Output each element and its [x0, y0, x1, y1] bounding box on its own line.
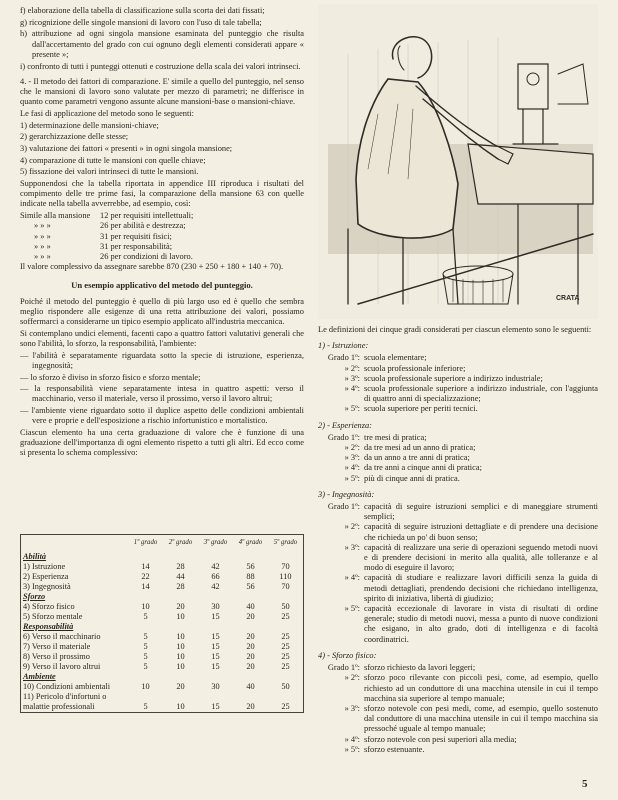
- grade-text: sforzo richiesto da lavori leggeri;: [364, 663, 476, 673]
- grade-text: capacità di seguire istruzioni semplici e di maneggiare strumenti semplici;: [364, 502, 598, 522]
- intro-item-h: h) attribuzione ad ogni singola mansione esaminata del punteggio che risulta dall'accertamento del grado con cui ognuno degli elementi considerati appare « presente »;: [20, 29, 304, 59]
- table-cell: 30: [211, 682, 220, 691]
- phases-list: [20, 121, 304, 178]
- row-label: 6) Verso il macchinario: [23, 632, 101, 641]
- table-cell: 10: [176, 702, 185, 711]
- phase-item: 4) comparazione di tutte le mansioni con quelle chiave;: [20, 155, 206, 165]
- table-cell: 15: [211, 702, 220, 711]
- grade-definition: [318, 663, 598, 673]
- row-label: 2) Esperienza: [23, 572, 69, 581]
- table-section-header: [21, 672, 304, 682]
- table-cell: 28: [176, 562, 185, 571]
- grade-label: » 3º:: [344, 373, 360, 383]
- table-cell: 20: [246, 662, 255, 671]
- table-cell: 10: [176, 632, 185, 641]
- table-cell: 42: [211, 582, 220, 591]
- grade-label: Grado 1º:: [327, 353, 360, 363]
- table-cell: 10: [176, 652, 185, 661]
- grade-label: » 3º:: [344, 542, 360, 552]
- definitions-intro: Le definizioni dei cinque gradi considerati per ciascun elemento sono le seguenti:: [318, 325, 592, 334]
- grade-label: » 2º:: [344, 673, 360, 683]
- table-cell: 25: [281, 702, 290, 711]
- grade-text: scuola elementare;: [364, 353, 427, 363]
- grade-definition: [318, 673, 598, 704]
- table-cell: 20: [246, 612, 255, 621]
- phases-intro: Le fasi di applicazione del metodo sono le seguenti:: [20, 108, 194, 118]
- table-cell: 110: [279, 572, 292, 581]
- table-row: [21, 562, 304, 572]
- grade-text: da tre mesi ad un anno di pratica;: [364, 443, 476, 453]
- grade-definition: [318, 374, 598, 384]
- row-label: 4) Sforzo fisico: [23, 602, 75, 611]
- page-number: 5: [582, 778, 588, 790]
- table-row: [21, 692, 304, 713]
- grade-header: 4º grado: [238, 539, 263, 546]
- table-cell: 5: [143, 652, 148, 661]
- table-row: [21, 612, 304, 622]
- grade-label: » 5º:: [344, 404, 360, 414]
- example-paragraph-2: Si contemplano undici elementi, facenti capo a quattro fattori valutativi generali che sono l'abilità, lo sforzo, la responsabilità, l'ambiente:: [20, 328, 304, 348]
- table-cell: 70: [281, 562, 290, 571]
- grade-definition: [318, 735, 598, 745]
- grade-text: capacità di studiare e realizzare lavori difficili senza la guida di metodi dettagliati, prendendo decisioni che richiedano intelligenza, spirito di iniziativa, libertà di giudizio;: [364, 573, 598, 603]
- table-cell: 5: [143, 632, 148, 641]
- row-label: 11) Pericolo d'infortuni o malattie professionali: [23, 692, 107, 711]
- table-cell: 56: [246, 562, 255, 571]
- grade-label: » 3º:: [344, 453, 360, 463]
- grade-definition: [318, 384, 598, 404]
- row-label: 5) Sforzo mentale: [23, 612, 83, 621]
- intro-item-f: f) elaborazione della tabella di classificazione sulla scorta dei dati fissati;: [20, 6, 265, 15]
- grade-definition: [318, 502, 598, 522]
- table-cell: 10: [141, 682, 150, 691]
- grade-label: Grado 1º:: [327, 502, 360, 512]
- row-label: 7) Verso il materiale: [23, 642, 91, 651]
- grade-label: Grado 1º:: [327, 432, 360, 442]
- table-row: [21, 662, 304, 672]
- grade-definition: [318, 604, 598, 645]
- grade-text: sforzo notevole con pesi superiori alla media;: [364, 734, 517, 744]
- grade-label: » 4º:: [344, 463, 360, 473]
- table-cell: 25: [281, 652, 290, 661]
- bullet-item: — la responsabilità viene separatamente intesa in quattro aspetti: verso il macchinario, verso il materiale, verso il prossimo, verso il lavoro altrui;: [20, 384, 304, 404]
- grade-definition: [318, 463, 598, 473]
- grade-definition: [318, 543, 598, 574]
- grade-definition: [318, 453, 598, 463]
- right-column: [318, 325, 598, 755]
- total-value-paragraph: Il valore complessivo da assegnare sarebbe 870 (230 + 250 + 180 + 140 + 70).: [20, 262, 284, 272]
- grade-definition: [318, 573, 598, 604]
- grade-definition: [318, 433, 598, 443]
- section-title: Sforzo: [23, 592, 46, 601]
- table-cell: 20: [246, 632, 255, 641]
- table-row: [21, 582, 304, 592]
- table-cell: 14: [141, 582, 150, 591]
- grade-label: » 4º:: [344, 734, 360, 744]
- grade-label: » 4º:: [344, 573, 360, 583]
- table-row: [21, 652, 304, 662]
- intro-item-i: i) confronto di tutti i punteggi ottenuti e costruzione della scala dei valori intrinseci.: [20, 61, 301, 71]
- grade-header: 3º grado: [203, 539, 228, 546]
- table-cell: 10: [141, 602, 150, 611]
- table-cell: 50: [281, 602, 290, 611]
- example-paragraph-1: Poiché il metodo del punteggio è quello di più largo uso ed è quello che sembra meglio rispondere alle esigenze di una retta attribuzione dei valori, possiamo soffermarci a considerarne un tipico esempio applicato all'industria meccanica.: [20, 296, 304, 326]
- table-body: [21, 552, 304, 713]
- grade-definition: [318, 353, 598, 363]
- section-title: Abilità: [23, 552, 47, 561]
- table-cell: 44: [176, 572, 185, 581]
- similarity-row: » » » 26 per condizioni di lavoro.: [34, 251, 193, 261]
- grade-label: » 2º:: [344, 443, 360, 453]
- table-section-header: [21, 592, 304, 602]
- table-cell: 30: [211, 602, 220, 611]
- grade-text: sforzo notevole con pesi medi, come, ad esempio, quello sostenuto dal conduttore di una macchina utensile in cui il tempo macchina sia pressoché uguale al tempo manuale;: [364, 703, 598, 734]
- section-4-paragraph: 4. - Il metodo dei fattori di comparazione. E' simile a quello del punteggio, nel senso che le mansioni di lavoro sono valutate per mezzo di parametri; ne differisce in quanto come parametri vengono assunte alcune mansioni-base o mansioni-chiave.: [20, 76, 304, 107]
- table-row: [21, 642, 304, 652]
- category-title: 3) - Ingegnosità:: [318, 489, 375, 499]
- grade-text: scuola professionale inferiore;: [364, 363, 466, 373]
- table-header-row: [21, 535, 304, 553]
- table-cell: 56: [246, 582, 255, 591]
- grade-text: scuola professionale superiore a indirizzo industriale, con l'aggiunta di quattro anni di specializzazione;: [364, 384, 598, 404]
- grade-definition: [318, 404, 598, 414]
- table-cell: 5: [143, 612, 148, 621]
- grade-text: sforzo poco rilevante con piccoli pesi, come, ad esempio, quello richiesto ad un conduttore di una macchina utensile in cui il tempo macchina sia superiore al tempo manuale;: [364, 673, 598, 703]
- table-cell: 10: [176, 662, 185, 671]
- table-cell: 25: [281, 632, 290, 641]
- table-cell: 88: [246, 572, 255, 581]
- illustration-signature: CRATA: [556, 295, 580, 302]
- grade-definition: [318, 745, 598, 755]
- table-cell: 5: [143, 642, 148, 651]
- grade-header: 2º grado: [168, 539, 193, 546]
- row-label: 10) Condizioni ambientali: [23, 682, 111, 691]
- table-cell: 50: [281, 682, 290, 691]
- table-row: [21, 602, 304, 612]
- table-cell: 10: [176, 612, 185, 621]
- similarity-row: Simile alla mansione 12 per requisiti intellettuali;: [20, 211, 194, 221]
- grade-definitions: [318, 341, 598, 755]
- section-title: Ambiente: [23, 672, 56, 681]
- grade-definition: [318, 364, 598, 374]
- table-cell: 20: [176, 682, 185, 691]
- left-column: [20, 6, 304, 460]
- bullet-item: — lo sforzo è diviso in sforzo fisico e sforzo mentale;: [20, 372, 201, 382]
- grade-label: Grado 1º:: [327, 663, 360, 673]
- grade-text: più di cinque anni di pratica.: [364, 473, 460, 483]
- table-cell: 20: [246, 642, 255, 651]
- similarity-list: [20, 211, 304, 262]
- grade-label: » 2º:: [344, 363, 360, 373]
- suppose-paragraph: Supponendosi che la tabella riportata in appendice III riproduca i risultati del compimento delle tre prime fasi, la comparazione della mansione 63 con quelle indicate nella tabella avverrebbe, ad esempio, così:: [20, 179, 304, 209]
- table-cell: 14: [141, 562, 150, 571]
- grade-label: » 5º:: [344, 473, 360, 483]
- category-title: 4) - Sforzo fisico:: [318, 650, 377, 660]
- grade-text: scuola professionale superiore a indirizzo industriale;: [364, 373, 543, 383]
- phase-item: 1) determinazione delle mansioni-chiave;: [20, 120, 159, 130]
- table-cell: 40: [246, 602, 255, 611]
- category-title: 2) - Esperienza:: [318, 420, 372, 430]
- woman-at-machine-illustration: [318, 4, 598, 319]
- table-cell: 15: [211, 662, 220, 671]
- table-cell: 28: [176, 582, 185, 591]
- table-cell: 15: [211, 632, 220, 641]
- table-cell: 5: [143, 662, 148, 671]
- grade-text: da un anno a tre anni di pratica;: [364, 453, 470, 463]
- similarity-row: » » » 31 per requisiti fisici;: [34, 231, 172, 241]
- grade-label: » 4º:: [344, 384, 360, 394]
- category-title: 1) - Istruzione:: [318, 341, 369, 351]
- table-cell: 66: [211, 572, 220, 581]
- grade-text: capacità eccezionale di lavorare in vista di risultati di ordine generale; studio di metodi nuovi, messa a punto di nuove condizioni che esigano, in alto grado, doti di intelligenza e di facoltà coordinatrici.: [364, 604, 598, 644]
- table-cell: 22: [141, 572, 150, 581]
- bullet-item: — l'ambiente viene riguardato sotto il duplice aspetto delle condizioni ambientali vere e proprie e dell'esposizione a rischio infortunistico e mortalistico.: [20, 406, 304, 426]
- table-row: [21, 572, 304, 582]
- phase-item: 3) valutazione dei fattori « presenti » in ogni singola mansione;: [20, 143, 233, 153]
- grade-label: » 2º:: [344, 522, 360, 532]
- row-label: 1) Istruzione: [23, 562, 66, 571]
- grade-label: » 5º:: [344, 744, 360, 754]
- table-cell: 20: [246, 652, 255, 661]
- phase-item: 2) gerarchizzazione delle stesse;: [20, 132, 129, 142]
- table-cell: 15: [211, 652, 220, 661]
- grade-text: tre mesi di pratica;: [364, 432, 427, 442]
- example-paragraph-3: Ciascun elemento ha una certa graduazione di valore che è funzione di una graduazione dell'importanza di ogni elemento rispetto a tutti gli altri. Ed ecco come si presenta lo schema complessivo:: [20, 428, 304, 458]
- bullet-item: — l'abilità è separatamente riguardata sotto la specie di istruzione, esperienza, ingegnosità;: [20, 350, 304, 370]
- grade-label: » 3º:: [344, 703, 360, 713]
- grade-definition: [318, 522, 598, 542]
- intro-item-g: g) ricognizione delle singole mansioni di lavoro con l'uso di tale tabella;: [20, 17, 262, 27]
- table-cell: 20: [176, 602, 185, 611]
- grade-definition: [318, 474, 598, 484]
- grade-header: 1º grado: [133, 539, 158, 546]
- row-label: 8) Verso il prossimo: [23, 652, 90, 661]
- grade-text: capacità di seguire istruzioni dettagliate e di prendere una decisione che richieda un po' di buon senso;: [364, 522, 598, 542]
- table-cell: 10: [176, 642, 185, 651]
- grade-definition: [318, 704, 598, 735]
- similarity-row: » » » 26 per abilità e destrezza;: [34, 221, 186, 231]
- table-cell: 40: [246, 682, 255, 691]
- row-label: 9) Verso il lavoro altrui: [23, 662, 101, 671]
- section-title: Responsabilità: [23, 622, 74, 631]
- table-cell: 5: [143, 702, 148, 711]
- illustration: [318, 4, 598, 319]
- points-table: [20, 534, 304, 713]
- grade-header: 5º grado: [273, 539, 298, 546]
- row-label: 3) Ingegnosità: [23, 582, 71, 591]
- phase-item: 5) fissazione dei valori intrinseci di tutte le mansioni.: [20, 167, 199, 177]
- table-cell: 20: [246, 702, 255, 711]
- grade-label: » 5º:: [344, 604, 360, 614]
- similarity-row: » » » 31 per responsabilità;: [34, 241, 173, 251]
- table-cell: 15: [211, 612, 220, 621]
- table-row: [21, 632, 304, 642]
- table-cell: 25: [281, 642, 290, 651]
- table-section-header: [21, 552, 304, 562]
- grade-definition: [318, 443, 598, 453]
- table-cell: 42: [211, 562, 220, 571]
- table-cell: 25: [281, 612, 290, 621]
- table-cell: 15: [211, 642, 220, 651]
- table-section-header: [21, 622, 304, 632]
- table-cell: 25: [281, 662, 290, 671]
- example-heading: Un esempio applicativo del metodo del punteggio.: [71, 280, 253, 291]
- grade-text: scuola superiore per periti tecnici.: [364, 404, 478, 414]
- table-cell: 70: [281, 582, 290, 591]
- grade-text: sforzo estenuante.: [364, 744, 425, 754]
- grade-text: da tre anni a cinque anni di pratica;: [364, 463, 482, 473]
- table-row: [21, 682, 304, 692]
- grade-text: capacità di realizzare una serie di operazioni seguendo metodi nuovi e di prendere decisioni in merito alla qualità, alle tolleranze e al modo di eseguire il lavoro;: [364, 542, 598, 573]
